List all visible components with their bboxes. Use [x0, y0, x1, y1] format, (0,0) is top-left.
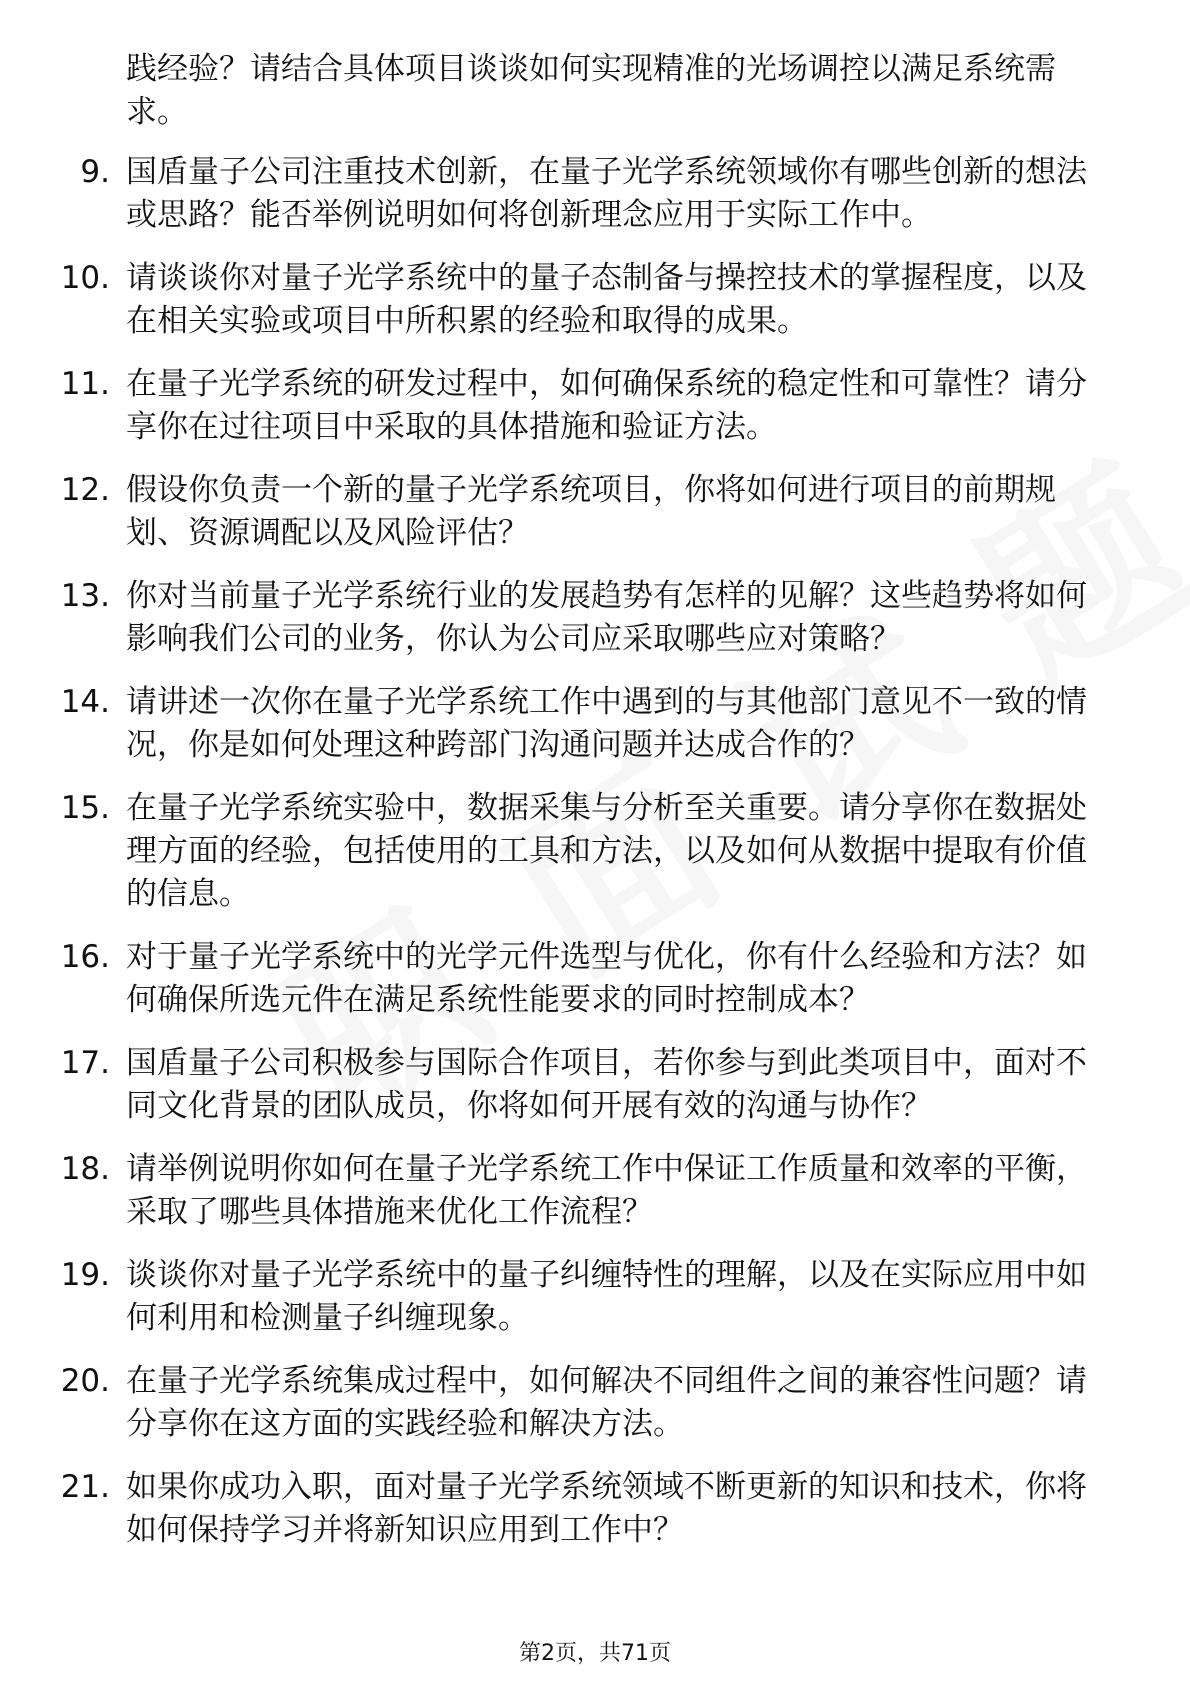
- question-number: 20.: [60, 1363, 110, 1399]
- question-text: 如果你成功入职，面对量子光学系统领域不断更新的知识和技术，你将如何保持学习并将新知识应用到工作中？: [126, 1469, 1087, 1548]
- list-item: [0, 1148, 1116, 1234]
- question-text: 在量子光学系统的研发过程中，如何确保系统的稳定性和可靠性？请分享你在过往项目中采取的具体措施和验证方法。: [126, 366, 1087, 445]
- question-text: 国盾量子公司注重技术创新，在量子光学系统领域你有哪些创新的想法或思路？能否举例说明如何将创新理念应用于实际工作中。: [126, 154, 1087, 233]
- question-text: 在量子光学系统集成过程中，如何解决不同组件之间的兼容性问题？请分享你在这方面的实践经验和解决方法。: [126, 1363, 1087, 1442]
- question-list: [0, 151, 1190, 1572]
- question-text: 谈谈你对量子光学系统中的量子纠缠特性的理解，以及在实际应用中如何利用和检测量子纠缠现象。: [126, 1257, 1087, 1336]
- list-item: [0, 936, 1116, 1022]
- continued-question-text: 践经验？请结合具体项目谈谈如何实现精准的光场调控以满足系统需求。: [126, 51, 1056, 130]
- question-number: 17.: [60, 1045, 110, 1081]
- question-number: 15.: [60, 790, 110, 826]
- list-item: [0, 1254, 1116, 1340]
- question-number: 21.: [60, 1469, 110, 1505]
- question-number: 19.: [60, 1257, 110, 1293]
- question-text: 请谈谈你对量子光学系统中的量子态制备与操控技术的掌握程度，以及在相关实验或项目中所积累的经验和取得的成果。: [126, 260, 1087, 339]
- list-item: [0, 1042, 1116, 1128]
- question-text: 请举例说明你如何在量子光学系统工作中保证工作质量和效率的平衡，采取了哪些具体措施来优化工作流程？: [126, 1151, 1087, 1230]
- list-item: [0, 363, 1116, 449]
- question-number: 11.: [60, 366, 110, 402]
- list-item: [0, 787, 1116, 916]
- question-text: 请讲述一次你在量子光学系统工作中遇到的与其他部门意见不一致的情况，你是如何处理这种跨部门沟通问题并达成合作的？: [126, 684, 1087, 763]
- list-item: [0, 681, 1116, 767]
- question-text: 假设你负责一个新的量子光学系统项目，你将如何进行项目的前期规划、资源调配以及风险评估？: [126, 472, 1056, 551]
- list-item: [0, 575, 1116, 661]
- question-text: 对于量子光学系统中的光学元件选型与优化，你有什么经验和方法？如何确保所选元件在满足系统性能要求的同时控制成本？: [126, 939, 1087, 1018]
- list-item: [0, 1466, 1116, 1552]
- list-item: [0, 1360, 1116, 1446]
- question-number: 14.: [60, 684, 110, 720]
- list-item: [0, 257, 1116, 343]
- list-item: [0, 469, 1116, 555]
- question-text: 在量子光学系统实验中，数据采集与分析至关重要。请分享你在数据处理方面的经验，包括使用的工具和方法，以及如何从数据中提取有价值的信息。: [126, 790, 1087, 912]
- question-number: 9.: [80, 154, 110, 190]
- question-number: 10.: [60, 260, 110, 296]
- question-number: 12.: [60, 472, 110, 508]
- question-text: 国盾量子公司积极参与国际合作项目，若你参与到此类项目中，面对不同文化背景的团队成员，你将如何开展有效的沟通与协作？: [126, 1045, 1087, 1124]
- list-item: [0, 151, 1116, 237]
- question-text: 你对当前量子光学系统行业的发展趋势有怎样的见解？这些趋势将如何影响我们公司的业务，你认为公司应采取哪些应对策略？: [126, 578, 1087, 657]
- question-number: 13.: [60, 578, 110, 614]
- page-footer: 第2页，共71页: [519, 1641, 671, 1666]
- question-number: 18.: [60, 1151, 110, 1187]
- question-number: 16.: [60, 939, 110, 975]
